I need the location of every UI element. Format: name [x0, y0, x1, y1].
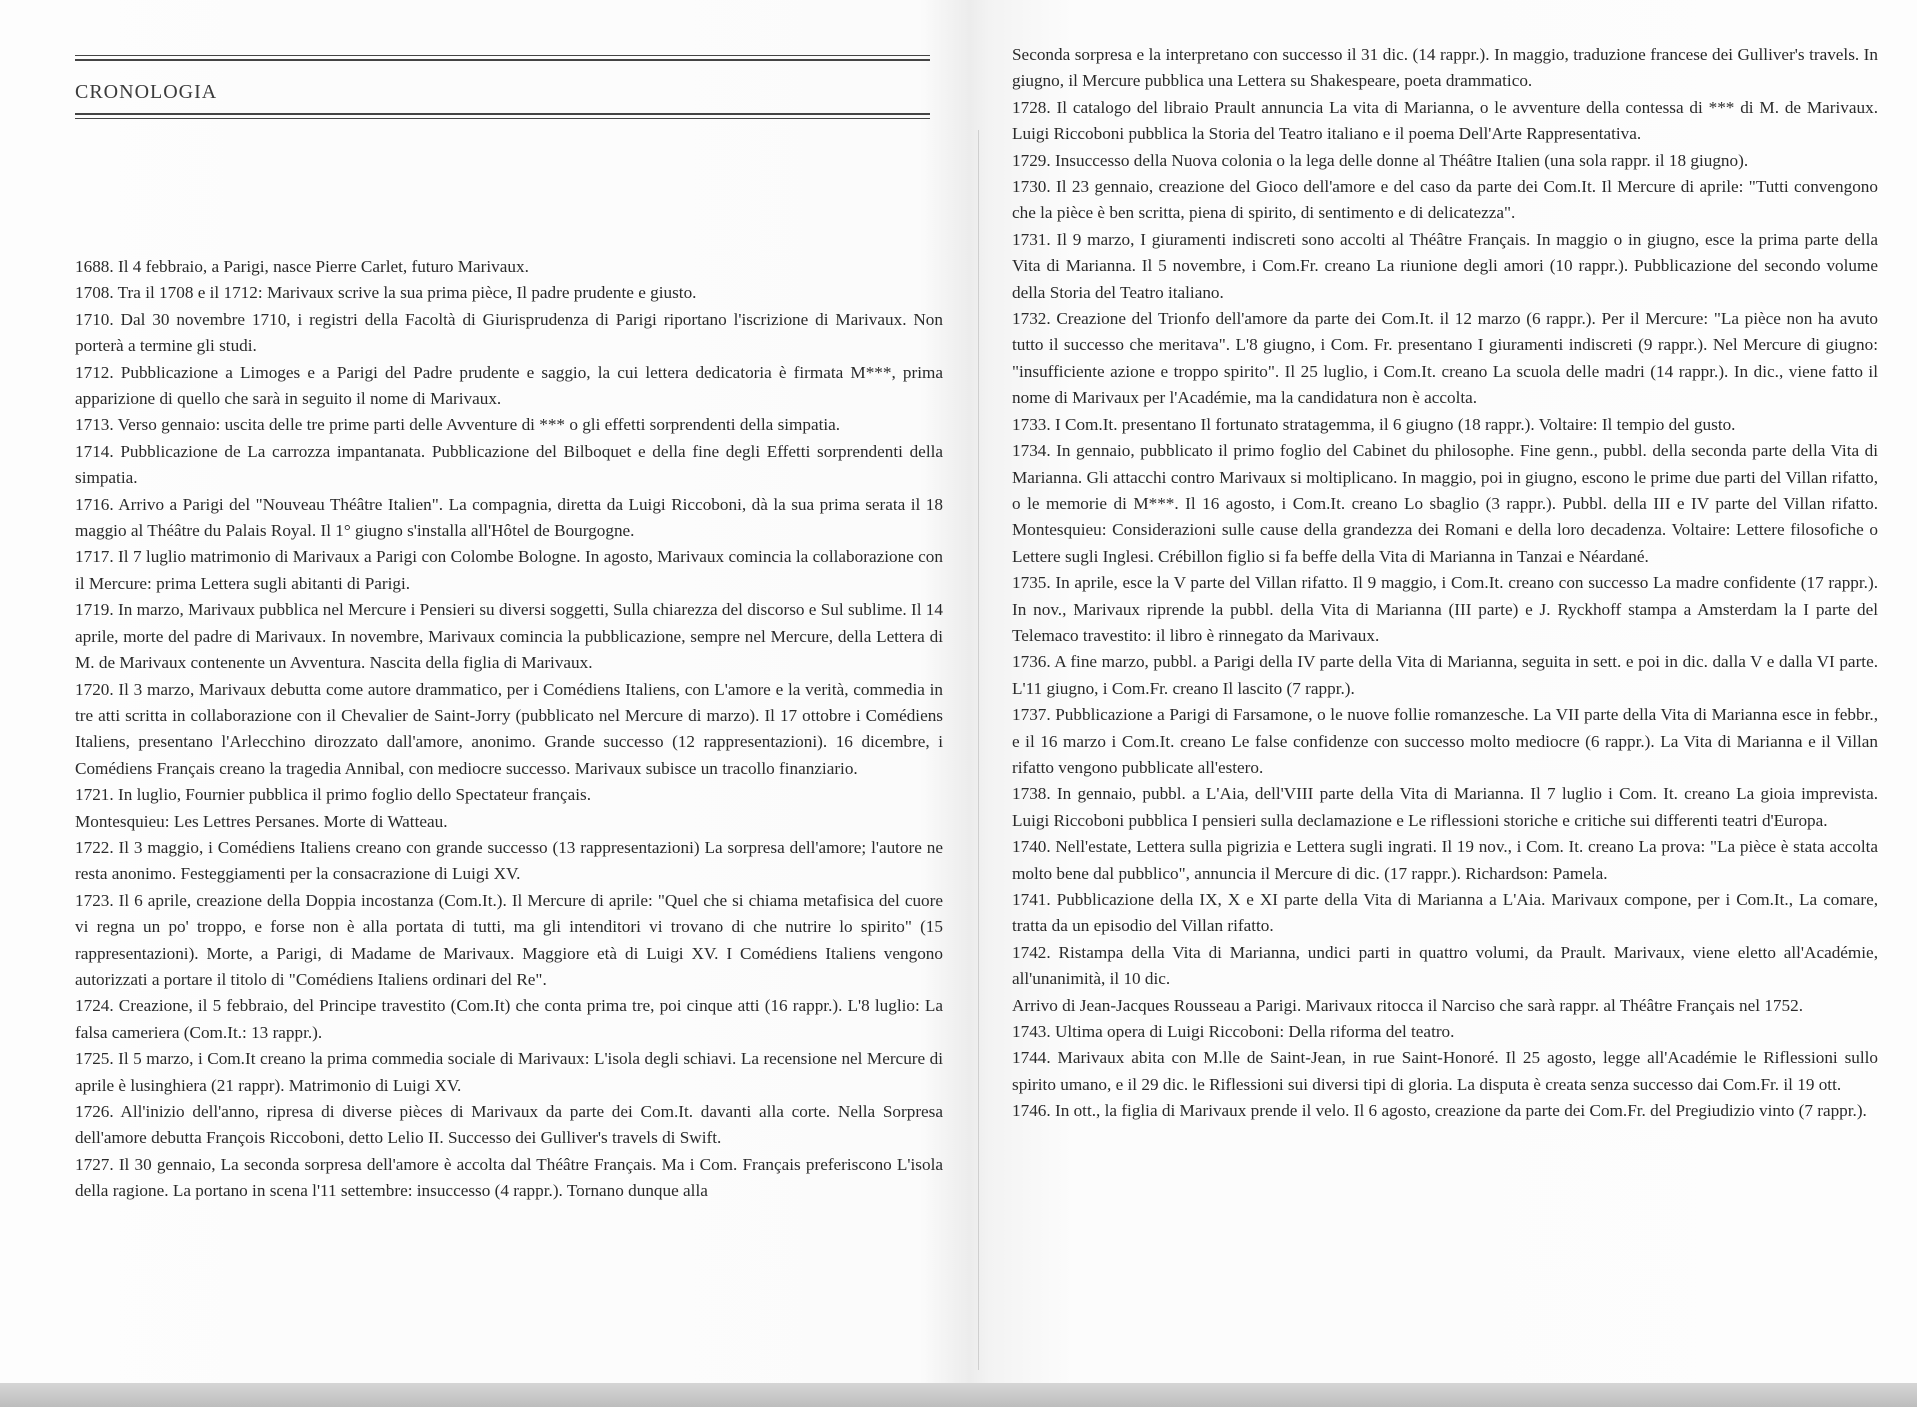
chronology-entry: 1720. Il 3 marzo, Marivaux debutta come autore drammatico, per i Comédiens Italiens, con L'amore e la verità, commedia in tre atti scritta in collaborazione con il Chevalier de Saint-Jorry (pubblicato nel Mercure di marzo). Il 17 ottobre i Comédiens Italiens, presentano l'Arlecchino dirozzato dall'amore, anonimo. Grande successo (12 rappresentazioni). 16 dicembre, i Comédiens Français creano la tragedia Annibal, con mediocre successo. Marivaux subisce un tracollo finanziario.	[75, 679, 943, 778]
chronology-entry: 1734. In gennaio, pubblicato il primo foglio del Cabinet du philosophe. Fine genn., pubbl. della seconda parte della Vita di Marianna. Gli attacchi contro Marivaux si moltiplicano. In maggio, poi in giugno, escono le prime due parti del Villan rifatto, o le memorie di M***. Il 16 agosto, i Com.It. creano Lo sbaglio (3 rappr.). Pubbl. della III e IV parte del Villan rifatto. Montesquieu: Considerazioni sulle cause della grandezza dei Romani e della loro decadenza. Voltaire: Lettere filosofiche o Lettere sugli Inglesi. Crébillon figlio si fa beffe della Vita di Marianna in Tanzai e Néardané.	[1012, 441, 1878, 566]
page-title: CRONOLOGIA	[75, 81, 218, 103]
chronology-entry: 1726. All'inizio dell'anno, ripresa di diverse pièces di Marivaux da parte dei Com.It. davanti alla corte. Nella Sorpresa dell'amore debutta François Riccoboni, detto Lelio II. Successo dei Gulliver's travels di Swift.	[75, 1102, 943, 1148]
chronology-entry: 1714. Pubblicazione de La carrozza impantanata. Pubblicazione del Bilboquet e della fine degli Effetti sorprendenti della simpatia.	[75, 441, 943, 488]
chronology-entry: 1724. Creazione, il 5 febbraio, del Principe travestito (Com.It) che conta prima tre, poi cinque atti (16 rappr.). L'8 luglio: La falsa cameriera (Com.It.: 13 rappr.).	[75, 996, 943, 1042]
chronology-entry: 1688. Il 4 febbraio, a Parigi, nasce Pierre Carlet, futuro Marivaux.	[75, 257, 529, 276]
chronology-entry: 1733. I Com.It. presentano Il fortunato stratagemma, il 6 giugno (18 rappr.). Voltaire: Il tempio del gusto.	[1012, 414, 1736, 434]
chronology-entry: Montesquieu: Les Lettres Persanes. Morte di Watteau.	[75, 811, 448, 831]
left-column	[75, 254, 943, 1205]
chronology-entry: 1742. Ristampa della Vita di Marianna, undici parti in quattro volumi, da Prault. Marivaux, viene eletto all'Académie, all'unanimità, il 10 dic.	[1012, 942, 1878, 989]
chronology-entry: 1722. Il 3 maggio, i Comédiens Italiens creano con grande successo (13 rappresentazioni) La sorpresa dell'amore; l'autore ne resta anonimo. Festeggiamenti per la consacrazione di Luigi XV.	[75, 837, 943, 884]
chronology-entry: 1744. Marivaux abita con M.lle de Saint-Jean, in rue Saint-Honoré. Il 25 agosto, legge all'Académie le Riflessioni sullo spirito umano, e il 29 dic. le Riflessioni sui diversi tipi di gloria. La disputa è creata senza successo dai Com.Fr. il 19 ott.	[1012, 1048, 1878, 1094]
chronology-entry: 1708. Tra il 1708 e il 1712: Marivaux scrive la sua prima pièce, Il padre prudente e giusto.	[75, 283, 697, 303]
chronology-entry: 1729. Insuccesso della Nuova colonia o la lega delle donne al Théâtre Italien (una sola rappr. il 18 giugno).	[1012, 150, 1749, 170]
chronology-entry: 1719. In marzo, Marivaux pubblica nel Mercure i Pensieri su diversi soggetti, Sulla chiarezza del discorso e Sul sublime. Il 14 aprile, morte del padre di Marivaux. In novembre, Marivaux comincia la pubblicazione, sempre nel Mercure, della Lettera di M. de Marivaux contenente un Avventura. Nascita della figlia di Marivaux.	[75, 600, 943, 673]
chronology-entry: 1737. Pubblicazione a Parigi di Farsamone, o le nuove follie romanzesche. La VII parte della Vita di Marianna esce in febbr., e il 16 marzo i Com.It. creano Le false confidenze con successo molto mediocre (6 rappr.). La Vita di Marianna e il Villan rifatto vengono pubblicate all'estero.	[1012, 705, 1878, 777]
chronology-entry: 1741. Pubblicazione della IX, X e XI parte della Vita di Marianna a L'Aia. Marivaux compone, per i Com.It., La comare, tratta da un episodio del Villan rifatto.	[1012, 890, 1878, 936]
chronology-entry: 1732. Creazione del Trionfo dell'amore da parte dei Com.It. il 12 marzo (6 rappr.). Per il Mercure: "La pièce non ha avuto tutto il successo che meritava". L'8 giugno, i Com. Fr. presentano I giuramenti indiscreti (9 rappr.). Nel Mercure di giugno: "insufficiente azione e troppo spirito". Il 25 luglio, i Com.It. creano La scuola delle madri (14 rappr.). In dic., viene fatto il nome di Marivaux per l'Académie, ma la candidatura non è accolta.	[1012, 309, 1878, 408]
chronology-entry: 1728. Il catalogo del libraio Prault annuncia La vita di Marianna, o le avventure della contessa di *** di M. de Marivaux. Luigi Riccoboni pubblica la Storia del Teatro italiano e il poema Dell'Arte Rappresentativa.	[1012, 97, 1878, 144]
chronology-entry: 1710. Dal 30 novembre 1710, i registri della Facoltà di Giurisprudenza di Parigi riportano l'iscrizione di Marivaux. Non porterà a termine gli studi.	[75, 309, 943, 356]
chronology-entry: 1740. Nell'estate, Lettera sulla pigrizia e Lettera sugli ingrati. Il 19 nov., i Com. It. creano La prova: "La pièce è stata accolta molto bene dal pubblico", annuncia il Mercure di dic. (17 rappr.). Richardson: Pamela.	[1012, 837, 1878, 883]
scan-bottom-edge	[0, 1383, 1917, 1407]
chronology-entry: 1738. In gennaio, pubbl. a L'Aia, dell'VIII parte della Vita di Marianna. Il 7 luglio i Com. It. creano La gioia imprevista. Luigi Riccoboni pubblica I pensieri sulla declamazione e Le riflessioni storiche e critiche sui differenti teatri d'Europa.	[1012, 784, 1878, 830]
chronology-entry: 1723. Il 6 aprile, creazione della Doppia incostanza (Com.It.). Il Mercure di aprile: "Quel che si chiama metafisica del cuore vi regna un po' troppo, e forse non è alla portata di tutti, ma gli intenditori vi trovano di che nutrire lo spirito" (15 rappresentazioni). Morte, a Parigi, di Madame de Marivaux. Maggiore età di Luigi XV. I Comédiens Italiens vengono autorizzati a portare il titolo di "Comédiens Italiens ordinari del Re".	[75, 890, 943, 989]
header-rule-top-thick	[75, 59, 930, 61]
page-header	[75, 55, 930, 120]
chronology-entry: 1716. Arrivo a Parigi del "Nouveau Théâtre Italien". La compagnia, diretta da Luigi Riccoboni, dà la sua prima serata il 18 maggio al Théâtre du Palais Royal. Il 1° giugno s'installa all'Hôtel de Bourgogne.	[75, 494, 943, 541]
chronology-entry: 1746. In ott., la figlia di Marivaux prende il velo. Il 6 agosto, creazione da parte dei Com.Fr. del Pregiudizio vinto (7 rappr.).	[1012, 1101, 1867, 1121]
header-rule-bottom-thin	[75, 118, 930, 119]
header-rule-bottom-thick	[75, 113, 930, 115]
chronology-entry: 1743. Ultima opera di Luigi Riccoboni: Della riforma del teatro.	[1012, 1022, 1455, 1042]
header-rule-top-thin	[75, 55, 930, 56]
chronology-entry: 1712. Pubblicazione a Limoges e a Parigi del Padre prudente e saggio, la cui lettera dedicatoria è firmata M***, prima apparizione di quello che sarà in seguito il nome di Marivaux.	[75, 362, 943, 409]
page-gutter	[978, 130, 979, 1370]
chronology-entry: 1721. In luglio, Fournier pubblica il primo foglio dello Spectateur français.	[75, 785, 591, 805]
chronology-entry: 1731. Il 9 marzo, I giuramenti indiscreti sono accolti al Théâtre Français. In maggio o in giugno, esce la prima parte della Vita di Marianna. Il 5 novembre, i Com.Fr. creano La riunione degli amori (10 rappr.). Pubblicazione del secondo volume della Storia del Teatro italiano.	[1012, 229, 1878, 302]
chronology-entry: Seconda sorpresa e la interpretano con successo il 31 dic. (14 rappr.). In maggio, traduzione francese dei Gulliver's travels. In giugno, il Mercure pubblica una Lettera su Shakespeare, poeta drammatico.	[1012, 45, 1878, 91]
chronology-entry: 1735. In aprile, esce la V parte del Villan rifatto. Il 9 maggio, i Com.It. creano con successo La madre confidente (17 rappr.). In nov., Marivaux riprende la pubbl. della Vita di Marianna (III parte) e J. Ryckhoff stampa a Amsterdam la I parte del Telemaco travestito: il libro è rinnegato da Marivaux.	[1012, 573, 1878, 645]
right-column	[1012, 42, 1878, 1125]
chronology-entry: 1730. Il 23 gennaio, creazione del Gioco dell'amore e del caso da parte dei Com.It. Il Mercure di aprile: "Tutti convengono che la pièce è ben scritta, piena di spirito, di sentimento e di delicatezza".	[1012, 177, 1878, 223]
chronology-entry: 1713. Verso gennaio: uscita delle tre prime parti delle Avventure di *** o gli effetti sorprendenti della simpatia.	[75, 415, 841, 435]
chronology-entry: 1717. Il 7 luglio matrimonio di Marivaux a Parigi con Colombe Bologne. In agosto, Marivaux comincia la collaborazione con il Mercure: prima Lettera sugli abitanti di Parigi.	[75, 547, 943, 593]
chronology-entry: 1725. Il 5 marzo, i Com.It creano la prima commedia sociale di Marivaux: L'isola degli schiavi. La recensione nel Mercure di aprile è lusinghiera (21 rappr). Matrimonio di Luigi XV.	[75, 1049, 943, 1095]
chronology-entry: 1736. A fine marzo, pubbl. a Parigi della IV parte della Vita di Marianna, seguita in sett. e poi in dic. dalla V e dalla VI parte. L'11 giugno, i Com.Fr. creano Il lascito (7 rappr.).	[1012, 652, 1878, 698]
chronology-entry: Arrivo di Jean-Jacques Rousseau a Parigi. Marivaux ritocca il Narciso che sarà rappr. al Théâtre Français nel 1752.	[1012, 995, 1803, 1015]
chronology-entry: 1727. Il 30 gennaio, La seconda sorpresa dell'amore è accolta dal Théâtre Français. Ma i Com. Français preferiscono L'isola della ragione. La portano in scena l'11 settembre: insuccesso (4 rappr.). Tornano dunque alla	[75, 1154, 943, 1201]
